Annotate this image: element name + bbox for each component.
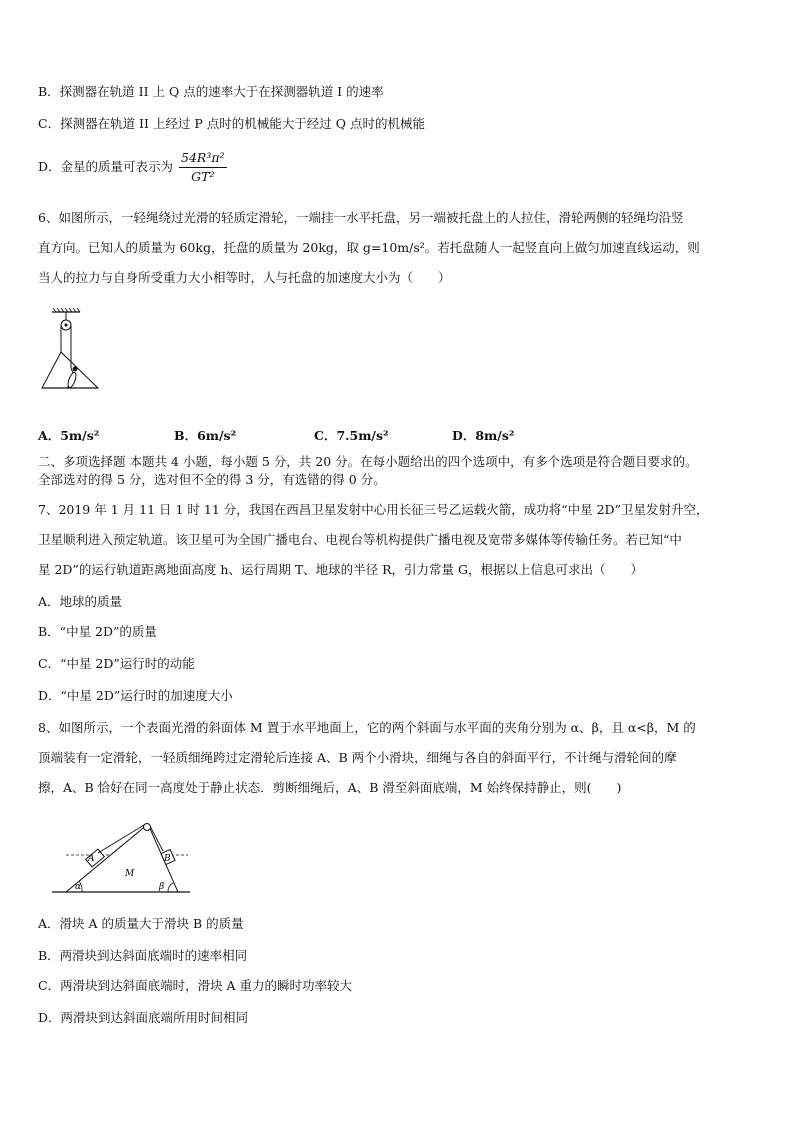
section2-heading-line-2: 全部选对的得 5 分，选对但不全的得 3 分，有选错的得 0 分。 — [38, 472, 386, 487]
q6-stem-line-1: 6、如图所示，一轻绳绕过光滑的轻质定滑轮，一端挂一水平托盘，另一端被托盘上的人拉住，滑轮两侧的轻绳均沿竖 — [38, 210, 684, 225]
q5-option-d-text: D．金星的质量可表示为 — [38, 159, 174, 174]
q8-stem-line-1: 8、如图所示，一个表面光滑的斜面体 M 置于水平地面上，它的两个斜面与水平面的夹角分别为 α、β，且 α<β，M 的 — [38, 720, 696, 735]
q7-option-c: C．“中星 2D”运行时的动能 — [38, 656, 195, 671]
label-a: A — [88, 854, 95, 864]
q8-stem-line-3: 擦，A、B 恰好在同一高度处于静止状态．剪断细绳后，A、B 滑至斜面底端，M 始终保持静止，则( ) — [38, 780, 622, 795]
q6-option-a: A．5m/s² — [38, 428, 100, 443]
q8-option-c: C．两滑块到达斜面底端时，滑块 A 重力的瞬时功率较大 — [38, 978, 353, 993]
label-m: M — [125, 869, 135, 879]
q6-option-b: B．6m/s² — [174, 428, 237, 443]
q7-option-b: B．“中星 2D”的质量 — [38, 624, 157, 639]
q6-option-c: C．7.5m/s² — [314, 428, 389, 443]
q8-option-d: D．两滑块到达斜面底端所用时间相同 — [38, 1010, 249, 1025]
q5-option-c: C．探测器在轨道 II 上经过 P 点时的机械能大于经过 Q 点时的机械能 — [38, 116, 425, 131]
q8-stem-line-2: 顶端装有一定滑轮，一轻质细绳跨过定滑轮后连接 A、B 两个小滑块，细绳与各自的斜面平行，不计绳与滑轮间的摩 — [38, 750, 677, 765]
q5-option-b: B．探测器在轨道 II 上 Q 点的速率大于在探测器轨道 I 的速率 — [38, 84, 384, 99]
q7-option-a: A．地球的质量 — [38, 594, 123, 609]
q7-stem-line-1: 7、2019 年 1 月 11 日 1 时 11 分，我国在西昌卫星发射中心用长征三号乙运载火箭，成功将“中星 2D”卫星发射升空， — [38, 502, 709, 517]
q6-stem-line-3: 当人的拉力与自身所受重力大小相等时，人与托盘的加速度大小为（ ） — [38, 270, 451, 285]
section2-heading-line-1: 二、多项选择题 本题共 4 小题，每小题 5 分，共 20 分。在每小题给出的四个选项中，有多个选项是符合题目要求的。 — [38, 454, 698, 469]
label-b: B — [164, 854, 171, 864]
label-beta: β — [159, 882, 165, 892]
formula-denominator: GT² — [191, 169, 215, 184]
q6-stem-line-2: 直方向。已知人的质量为 60kg，托盘的质量为 20kg，取 g=10m/s²。若托盘随人一起竖直向上做匀加速直线运动，则 — [38, 240, 700, 255]
q8-option-a: A．滑块 A 的质量大于滑块 B 的质量 — [38, 916, 244, 931]
q6-pulley-figure — [40, 308, 106, 404]
mass-formula — [179, 150, 227, 185]
q7-stem-line-3: 星 2D”的运行轨道距离地面高度 h、运行周期 T、地球的半径 R，引力常量 G，根据以上信息可求出（ ） — [38, 562, 644, 577]
q8-incline-figure — [52, 810, 192, 900]
q6-option-d: D．8m/s² — [452, 428, 515, 443]
label-alpha: α — [75, 882, 82, 892]
q7-stem-line-2: 卫星顺利进入预定轨道。该卫星可为全国广播电台、电视台等机构提供广播电视及宽带多媒体等传输任务。若已知“中 — [38, 532, 682, 547]
formula-numerator: 54R³π² — [179, 150, 227, 168]
q7-option-d: D．“中星 2D”运行时的加速度大小 — [38, 688, 233, 703]
q8-option-b: B．两滑块到达斜面底端时的速率相同 — [38, 948, 248, 963]
q5-option-d — [38, 150, 762, 185]
